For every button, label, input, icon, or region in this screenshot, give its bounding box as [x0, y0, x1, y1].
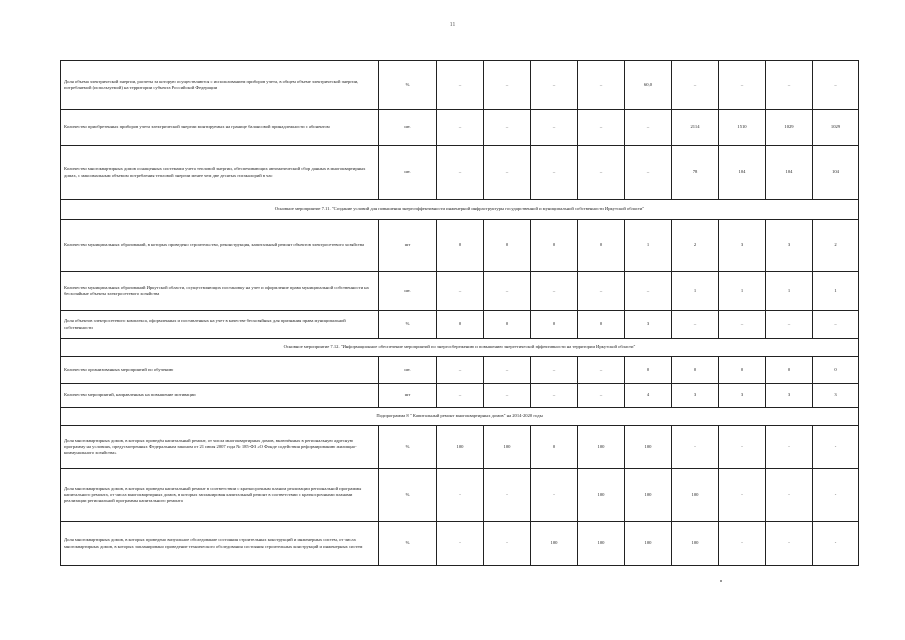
value-cell: 3 [766, 220, 813, 272]
value-cell: 0 [437, 311, 484, 339]
value-cell: 1029 [766, 110, 813, 146]
table-row [61, 110, 859, 146]
value-cell: - [766, 522, 813, 566]
value-cell: – [766, 311, 813, 339]
value-cell: 0 [813, 357, 859, 384]
table-row [61, 357, 859, 384]
value-cell: – [766, 61, 813, 110]
table-row [61, 384, 859, 408]
value-cell: - [719, 469, 766, 522]
section-header-row [61, 339, 859, 357]
value-cell: 100 [578, 469, 625, 522]
value-cell: – [578, 272, 625, 311]
value-cell: – [484, 272, 531, 311]
value-cell: 1 [672, 272, 719, 311]
indicator-cell: Доля объема электрической энергии, расчеты за которую осуществляются с использованием приборов учета, в общем объеме электрической энергии, потребляемой (используемой) на территории субъекта Российской Федерации [61, 61, 379, 110]
value-cell: 3 [625, 311, 672, 339]
value-cell: 100 [484, 426, 531, 469]
value-cell: 1 [625, 220, 672, 272]
unit-cell: шт. [379, 146, 437, 200]
value-cell: - [766, 469, 813, 522]
value-cell: – [484, 146, 531, 200]
value-cell: - [813, 522, 859, 566]
value-cell: 0 [578, 311, 625, 339]
value-cell: – [437, 357, 484, 384]
value-cell: 104 [813, 146, 859, 200]
value-cell: - [813, 469, 859, 522]
value-cell: – [672, 61, 719, 110]
value-cell: 3 [813, 384, 859, 408]
unit-cell: % [379, 469, 437, 522]
section-header-row [61, 408, 859, 426]
value-cell: 3 [766, 384, 813, 408]
value-cell: – [672, 311, 719, 339]
value-cell: – [531, 272, 578, 311]
value-cell: – [625, 272, 672, 311]
value-cell: – [625, 110, 672, 146]
value-cell: - [719, 426, 766, 469]
value-cell: 0 [484, 311, 531, 339]
table-row [61, 311, 859, 339]
value-cell: 3 [672, 384, 719, 408]
table-row [61, 272, 859, 311]
value-cell: – [531, 146, 578, 200]
scan-speck [720, 580, 722, 582]
value-cell: 104 [719, 146, 766, 200]
unit-cell: шт. [379, 110, 437, 146]
value-cell: 0 [531, 311, 578, 339]
table-row [61, 146, 859, 200]
value-cell: 100 [625, 426, 672, 469]
value-cell: 2 [813, 220, 859, 272]
value-cell: 0 [531, 426, 578, 469]
indicator-cell: Доля многоквартирных домов, в которых проведён капитальный ремонт, от числа многоквартирных домов, включённых в региональную адресную программу на условиях, предусмотренных Федеральным законом от 21 июля 2007 года № 185-ФЗ «О Фонде содействия реформированию жилищно-коммунального хозяйства» [61, 426, 379, 469]
value-cell: – [813, 61, 859, 110]
value-cell: 1 [766, 272, 813, 311]
value-cell: – [531, 110, 578, 146]
section-header-row [61, 200, 859, 220]
unit-cell: шт. [379, 272, 437, 311]
value-cell: – [719, 311, 766, 339]
value-cell: – [484, 357, 531, 384]
indicator-cell: Доля объектов электросетевого комплекса, оформленных и поставленных на учет в качестве бесхозяйных для признания права муниципальной собственности [61, 311, 379, 339]
indicator-cell: Количество приобретенных приборов учета электрической энергии монтируемых на границе балансовой принадлежности с абонентом [61, 110, 379, 146]
value-cell: – [437, 110, 484, 146]
value-cell: 0 [437, 220, 484, 272]
value-cell: – [813, 311, 859, 339]
section-title: Основное мероприятие 7.11. "Создание условий для повышения энергоэффективности инженерной инфраструктуры государственной и муниципальной собственности Иркутской области" [61, 200, 859, 220]
value-cell: 3 [719, 384, 766, 408]
indicator-cell: Количество муниципальных образований Иркутской области, осуществляющих постановку на учет и оформление права муниципальной собственности на бесхозяйные объекты электросетевого хозяйства [61, 272, 379, 311]
section-title: Основное мероприятие 7.12. "Информационное обеспечение мероприятий по энергосбережению и повышению энергетической эффективности на территории Иркутской области" [61, 339, 859, 357]
value-cell: – [578, 357, 625, 384]
value-cell: - [531, 469, 578, 522]
unit-cell: шт [379, 220, 437, 272]
value-cell: 104 [766, 146, 813, 200]
indicator-cell: Количество организованных мероприятий по обучению [61, 357, 379, 384]
table-row [61, 469, 859, 522]
value-cell: – [531, 61, 578, 110]
value-cell: 0 [625, 357, 672, 384]
value-cell: – [531, 357, 578, 384]
page-number: 11 [449, 22, 456, 28]
unit-cell: % [379, 522, 437, 566]
table-row [61, 426, 859, 469]
value-cell: 100 [672, 469, 719, 522]
table-row [61, 220, 859, 272]
value-cell: 100 [672, 522, 719, 566]
value-cell: 100 [531, 522, 578, 566]
value-cell: 100 [578, 522, 625, 566]
value-cell: 1029 [813, 110, 859, 146]
value-cell: - [437, 469, 484, 522]
value-cell: 0 [719, 357, 766, 384]
table-row [61, 522, 859, 566]
value-cell: 1 [813, 272, 859, 311]
value-cell: 60,0 [625, 61, 672, 110]
value-cell: 100 [625, 522, 672, 566]
value-cell: 4 [625, 384, 672, 408]
value-cell: – [531, 384, 578, 408]
value-cell: 1 [719, 272, 766, 311]
unit-cell: шт. [379, 357, 437, 384]
indicator-cell: Количество многоквартирных домов оснащенных системами учета тепловой энергии, обеспечивающих автоматический сбор данных в многоквартирных домах, с максимальным объемом потребления тепловой энергии менее чем две десятых гигакалорий в час [61, 146, 379, 200]
value-cell: – [437, 146, 484, 200]
value-cell: 1510 [719, 110, 766, 146]
value-cell: – [484, 61, 531, 110]
table-row [61, 61, 859, 110]
value-cell: – [484, 110, 531, 146]
value-cell: - [484, 469, 531, 522]
value-cell: – [437, 61, 484, 110]
value-cell: – [578, 61, 625, 110]
indicator-cell: Доля многоквартирных домов, в которых проведено визуальное обследование состояния строительных конструкций и инженерных систем, от числа многоквартирных домов, в которых запланировано проведение технического обследования состояния строительных конструкций и инженерных систем [61, 522, 379, 566]
value-cell: – [437, 272, 484, 311]
unit-cell: % [379, 426, 437, 469]
value-cell: - [766, 426, 813, 469]
value-cell: 100 [578, 426, 625, 469]
value-cell: - [672, 426, 719, 469]
value-cell: 0 [766, 357, 813, 384]
section-title: Подпрограмма 8 " Капитальный ремонт многоквартирных домов" на 2014-2020 годы [61, 408, 859, 426]
value-cell: - [719, 522, 766, 566]
value-cell: – [578, 146, 625, 200]
value-cell: 0 [484, 220, 531, 272]
indicators-table [60, 60, 859, 566]
unit-cell: % [379, 311, 437, 339]
value-cell: – [625, 146, 672, 200]
value-cell: 0 [531, 220, 578, 272]
value-cell: 0 [672, 357, 719, 384]
indicator-cell: Количество муниципальных образований, в которых проведено строительство, реконструкция, капитальный ремонт объектов электросетевого хозяйства [61, 220, 379, 272]
value-cell: – [484, 384, 531, 408]
indicator-cell: Доля многоквартирных домов, в которых проведен капитальный ремонт в соответствии с краткосрочным планом реализации региональной программы капитального ремонта, от числа многоквартирных домов, в которых запланирован капитальный ремонт в соответствии с краткосрочными планами реализации региональной программы капитального ремонта [61, 469, 379, 522]
value-cell: 100 [437, 426, 484, 469]
value-cell: 2 [672, 220, 719, 272]
unit-cell: шт [379, 384, 437, 408]
value-cell: 2114 [672, 110, 719, 146]
value-cell: - [437, 522, 484, 566]
value-cell: – [578, 384, 625, 408]
value-cell: – [578, 110, 625, 146]
value-cell: 3 [719, 220, 766, 272]
value-cell: - [813, 426, 859, 469]
value-cell: 0 [578, 220, 625, 272]
indicator-cell: Количество мероприятий, направленных на повышение мотивации [61, 384, 379, 408]
value-cell: - [484, 522, 531, 566]
value-cell: 100 [625, 469, 672, 522]
value-cell: 78 [672, 146, 719, 200]
value-cell: – [719, 61, 766, 110]
unit-cell: % [379, 61, 437, 110]
value-cell: – [437, 384, 484, 408]
